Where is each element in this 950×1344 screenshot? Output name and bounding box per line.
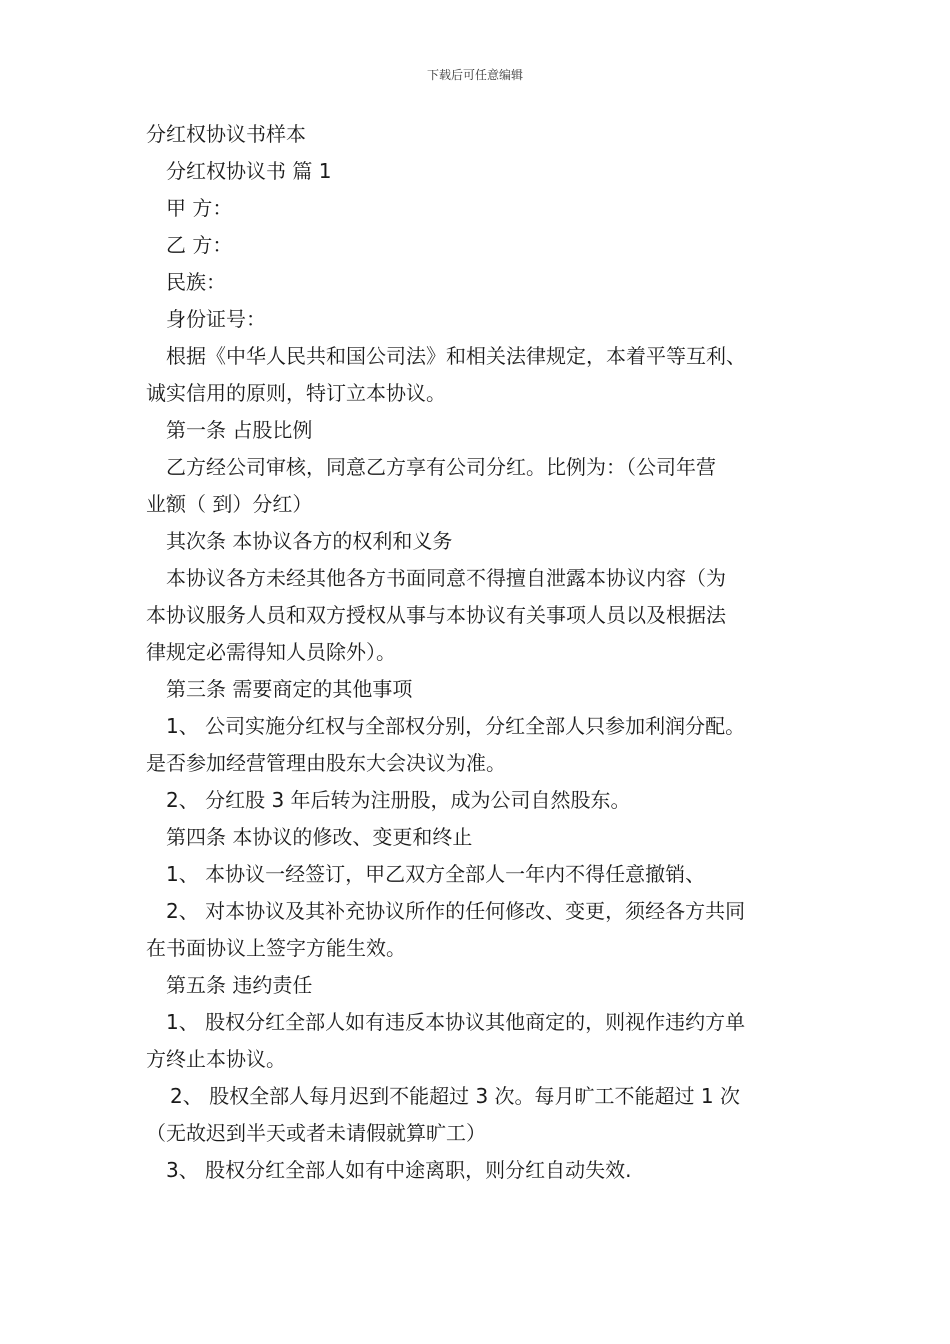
paragraph-line: 律规定必需得知人员除外）。	[146, 640, 396, 664]
paragraph-line: 乙方经公司审核，同意乙方享有公司分红。比例为：（公司年营	[166, 455, 716, 479]
article-heading: 第五条 违约责任	[166, 973, 313, 997]
party-b-line: 乙 方：	[166, 233, 233, 257]
paragraph-line: 本协议各方未经其他各方书面同意不得擅自泄露本协议内容（为	[166, 566, 726, 590]
clause-line: 3、 股权分红全部人如有中途离职，则分红自动失效.	[166, 1158, 632, 1182]
paragraph-line: 在书面协议上签字方能生效。	[146, 936, 406, 960]
clause-line: 2、 分红股 3 年后转为注册股，成为公司自然股东。	[166, 788, 631, 812]
document-title: 分红权协议书样本	[146, 122, 306, 146]
clause-line: 1、 本协议一经签订，甲乙双方全部人一年内不得任意撤销、	[166, 862, 706, 886]
paragraph-line: 业额（ 到）分红）	[146, 492, 313, 516]
clause-line: 2、 对本协议及其补充协议所作的任何修改、变更，须经各方共同	[166, 899, 746, 923]
article-heading: 其次条 本协议各方的权利和义务	[166, 529, 453, 553]
party-a-line: 甲 方：	[166, 196, 233, 220]
clause-line: 2、 股权全部人每月迟到不能超过 3 次。每月旷工不能超过 1 次	[170, 1084, 740, 1108]
paragraph-line: 诚实信用的原则，特订立本协议。	[146, 381, 446, 405]
article-heading: 第四条 本协议的修改、变更和终止	[166, 825, 473, 849]
section-heading: 分红权协议书 篇 1	[166, 159, 332, 183]
ethnicity-line: 民族：	[166, 270, 226, 294]
article-heading: 第三条 需要商定的其他事项	[166, 677, 413, 701]
paragraph-line: 本协议服务人员和双方授权从事与本协议有关事项人员以及根据法	[146, 603, 726, 627]
paragraph-line: 方终止本协议。	[146, 1047, 286, 1071]
page-header: 下载后可任意编辑	[426, 68, 523, 82]
paragraph-line: （无故迟到半天或者未请假就算旷工）	[146, 1121, 486, 1145]
clause-line: 1、 股权分红全部人如有违反本协议其他商定的，则视作违约方单	[166, 1010, 746, 1034]
document-body	[146, 116, 826, 1189]
paragraph-line: 根据《中华人民共和国公司法》和相关法律规定，本着平等互利、	[166, 344, 746, 368]
clause-line: 1、 公司实施分红权与全部权分别，分红全部人只参加利润分配。	[166, 714, 746, 738]
article-heading: 第一条 占股比例	[166, 418, 313, 442]
paragraph-line: 是否参加经营管理由股东大会决议为准。	[146, 751, 506, 775]
id-number-line: 身份证号：	[166, 307, 266, 331]
